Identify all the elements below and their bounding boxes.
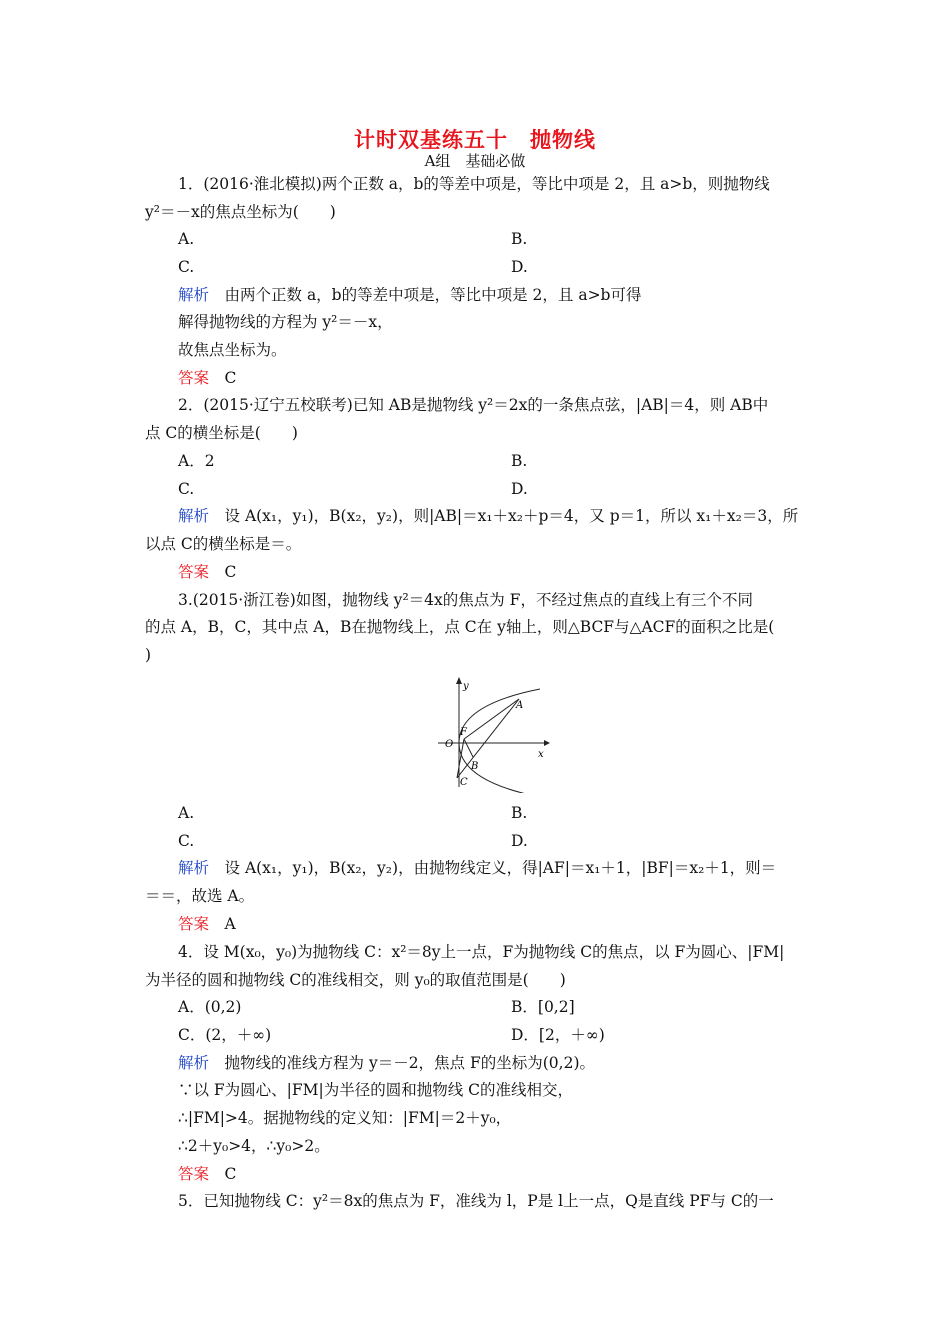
q4-analysis-line-2: ∵以 F为圆心、|FM|为半径的圆和抛物线 C的准线相交， [178, 1081, 574, 1099]
q3-answer [178, 914, 236, 934]
q1-analysis-label: 解析 [178, 286, 210, 304]
q4-answer [178, 1164, 236, 1184]
q2-analysis-line-2: 以点 C的横坐标是＝。 [145, 535, 302, 553]
segment-af [464, 699, 519, 739]
q4-analysis-line-3: ∴|FM|>4。据抛物线的定义知：|FM|＝2＋y₀， [178, 1109, 512, 1127]
label-y: y [463, 681, 469, 692]
q3-analysis-label: 解析 [178, 859, 210, 877]
q4-answer-value: C [209, 1165, 237, 1183]
q2-answer [178, 562, 236, 582]
q3-option-b: B. [511, 804, 528, 822]
q1-option-b: B. [511, 230, 528, 248]
label-b: B [471, 761, 479, 772]
q4-option-c: C．(2，＋∞) [178, 1026, 272, 1044]
q4-option-b: B．[0,2] [511, 998, 575, 1016]
q2-option-b: B. [511, 452, 528, 470]
q1-analysis-line-2: 解得抛物线的方程为 y²＝－x， [178, 313, 393, 331]
q1-option-d: D. [511, 258, 528, 276]
q2-line-2: 点 C的横坐标是( ) [145, 424, 298, 442]
q3-option-c: C. [178, 832, 195, 850]
q4-option-a: A．(0,2) [178, 998, 242, 1016]
parabola-curve [459, 689, 540, 793]
q4-analysis-text: 抛物线的准线方程为 y＝－2，焦点 F的坐标为(0,2)。 [209, 1054, 595, 1072]
q1-analysis-line-3: 故焦点坐标为。 [178, 341, 287, 359]
q4-answer-label: 答案 [178, 1165, 210, 1183]
label-o: O [445, 739, 454, 750]
q3-line-2: 的点 A，B，C，其中点 A，B在抛物线上，点 C在 y轴上，则△BCF与△ACF的面积之比是( [145, 618, 775, 636]
q3-option-a: A. [178, 804, 195, 822]
q3-answer-label: 答案 [178, 915, 210, 933]
q2-answer-value: C [209, 563, 237, 581]
q2-answer-label: 答案 [178, 563, 210, 581]
q2-analysis-line-1 [178, 506, 798, 526]
x-axis-arrow [544, 740, 550, 746]
q1-analysis-text: 由两个正数 a，b的等差中项是，等比中项是 2，且 a>b可得 [209, 286, 642, 304]
q2-option-c: C. [178, 480, 195, 498]
q3-answer-value: A [209, 915, 236, 933]
q3-option-d: D. [511, 832, 528, 850]
q3-analysis-line-2: ＝＝，故选 A。 [145, 887, 255, 905]
q1-option-a: A. [178, 230, 195, 248]
q1-analysis-line-1 [178, 285, 641, 305]
q1-line-2: y²＝－x的焦点坐标为( ) [145, 203, 336, 221]
q2-option-a: A．2 [178, 452, 215, 470]
label-f: F [460, 727, 467, 738]
q4-analysis-line-1 [178, 1053, 595, 1073]
q1-answer-value: C [209, 369, 237, 387]
q2-line-1: 2．(2015·辽宁五校联考)已知 AB是抛物线 y²＝2x的一条焦点弦，|AB|＝4，则 AB中 [178, 396, 769, 414]
q2-option-d: D. [511, 480, 528, 498]
q4-analysis-label: 解析 [178, 1054, 210, 1072]
y-axis-arrow [456, 677, 462, 684]
q3-line-3: ) [145, 646, 152, 664]
q1-option-c: C. [178, 258, 195, 276]
q3-line-1: 3.(2015·浙江卷)如图，抛物线 y²＝4x的焦点为 F，不经过焦点的直线上有三个不同 [178, 591, 753, 609]
page-title: 计时双基练五十 抛物线 [354, 128, 596, 152]
q4-line-1: 4．设 M(x₀，y₀)为抛物线 C：x²＝8y上一点，F为抛物线 C的焦点，以 F为圆心、|FM| [178, 943, 785, 961]
q5-line-1: 5．已知抛物线 C：y²＝8x的焦点为 F，准线为 l，P是 l上一点，Q是直线 PF与 C的一 [178, 1192, 774, 1210]
label-x: x [538, 749, 544, 760]
q1-answer-label: 答案 [178, 369, 210, 387]
parabola-figure [428, 675, 558, 793]
label-a: A [516, 700, 524, 711]
q3-analysis-text: 设 A(x₁，y₁)，B(x₂，y₂)，由抛物线定义，得|AF|＝x₁＋1，|BF|＝x₂＋1，则＝ [209, 859, 777, 877]
q1-answer [178, 368, 236, 388]
q3-analysis-line-1 [178, 858, 776, 878]
label-c: C [460, 777, 468, 788]
q2-analysis-text: 设 A(x₁，y₁)，B(x₂，y₂)，则|AB|＝x₁＋x₂＋p＝4，又 p＝1，所以 x₁＋x₂＝3，所 [209, 507, 799, 525]
q4-line-2: 为半径的圆和抛物线 C的准线相交，则 y₀的取值范围是( ) [145, 971, 566, 989]
line-ac [457, 699, 519, 778]
q1-line-1: 1．(2016·淮北模拟)两个正数 a，b的等差中项是，等比中项是 2，且 a>b，则抛物线 [178, 175, 770, 193]
segment-bf [464, 739, 473, 757]
q4-option-d: D．[2，＋∞) [511, 1026, 605, 1044]
q4-analysis-line-4: ∴2＋y₀>4，∴y₀>2。 [178, 1137, 330, 1155]
section-subtitle: A组 基础必做 [424, 152, 526, 170]
q2-analysis-label: 解析 [178, 507, 210, 525]
